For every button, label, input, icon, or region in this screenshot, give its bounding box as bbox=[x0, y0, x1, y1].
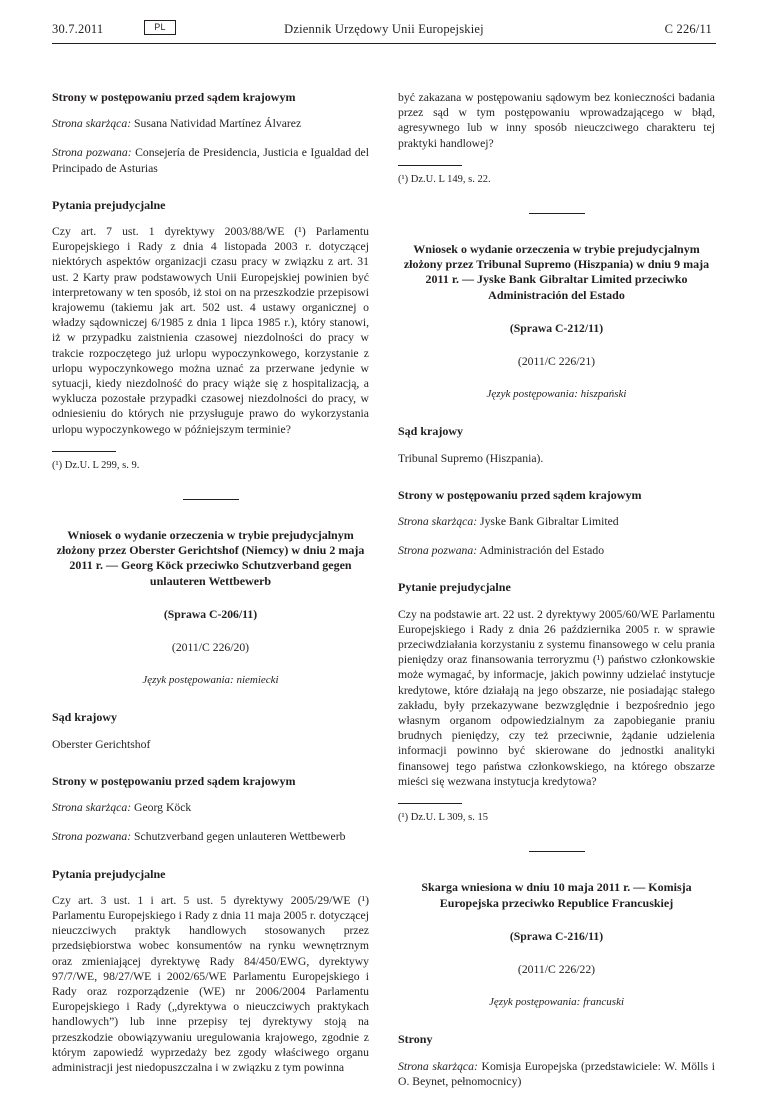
question-text: Czy art. 7 ust. 1 dyrektywy 2003/88/WE (¹) Parlamentu Europejskiego i Rady z dnia 4 listopada 2003 r. dotyczącej niektórych aspektów organizacji czasu pracy w związku z art. 31 ust. 2 Karty praw podstawowych Unii Europejskiej powinien być interpretowany w ten sposób, iż stoi on na przeszkodzie przepisowi krajowemu (takiemu jak art. 502 ust. 4 ustawy organicznej o władzy sądowniczej 6/1985 z dnia 1 lipca 1985 r.), który stanowi, iż w przypadku zaistnienia czasowej niezdolności do pracy w trakcie rozpoczętego już urlopu wypoczynkowego, korzystanie z urlopu wypoczynkowego można uznać za przerwane jedynie w sytuacji, kiedy niezdolność do pracy wiąże się z hospitalizacją, a wyklucza pozostałe przypadki czasowej niezdolności do pracy, w odniesieniu do których nie przysługuje prawo do wykorzystania urlopu wypoczynkowego w późniejszym terminie? bbox=[52, 225, 369, 436]
case-title: Skarga wniesiona w dniu 10 maja 2011 r. — Komisja Europejska przeciwko Republice Francuskiej bbox=[421, 880, 692, 910]
question-text: Czy na podstawie art. 22 ust. 2 dyrektywy 2005/60/WE Parlamentu Europejskiego i Rady z dnia 26 października 2005 r. w sprawie przeciwdziałania korzystaniu z systemu finansowego w celu prania pieniędzy oraz finansowania terroryzmu (¹) państwo członkowskie może wymagać, by informacje, jakich powinny udzielać instytucje kredytowe, które działają na jego obszarze, nie posiadając stałego zakładu, były przekazywane bezwzględnie i bezpośrednio jego własnym organom odpowiedzialnym za zapobieganie praniu brudnych pieniędzy, czy też przeciwnie, żądanie udzielenia informacji powinno być skierowane do jednostki analityki finansowej tego państwa członkowskiego, na którego obszarze mieści się wezwana instytucja kredytowa? bbox=[398, 607, 715, 788]
case-title: Wniosek o wydanie orzeczenia w trybie prejudycjalnym złożony przez Tribunal Supremo (Hiszpania) w dniu 9 maja 2011 r. — Jyske Bank Gibraltar Limited przeciwko Administración del Estado bbox=[403, 242, 710, 302]
page-number: C 226/11 bbox=[664, 22, 712, 36]
footnote-rule bbox=[398, 165, 462, 166]
footnote: (¹) Dz.U. L 309, s. 15 bbox=[398, 812, 488, 824]
section-heading: Pytania prejudycjalne bbox=[52, 866, 166, 881]
claimant-value: Susana Natividad Martínez Álvarez bbox=[134, 117, 302, 131]
case-reference: (2011/C 226/21) bbox=[517, 355, 596, 369]
question-continuation: być zakazana w postępowaniu sądowym bez konieczności badania przez sąd w tym postępowaniu wprowadzającego w błąd, agresywnego lub w inny sposób nieuczciwego charakteru tej praktyki handlowej? bbox=[398, 91, 715, 150]
section-heading: Strony w postępowaniu przed sądem krajowym bbox=[52, 90, 296, 104]
claimant-label: Strona skarżąca: bbox=[398, 515, 478, 529]
right-column bbox=[398, 90, 715, 1103]
defendant-label: Strona pozwana: bbox=[52, 830, 132, 844]
case-number: (Sprawa C-206/11) bbox=[163, 607, 258, 621]
defendant bbox=[52, 829, 369, 844]
section-heading: Sąd krajowy bbox=[398, 424, 464, 439]
section-heading: Sąd krajowy bbox=[52, 710, 118, 725]
procedure-language: Język postępowania: francuski bbox=[488, 996, 625, 1009]
claimant-value: Komisja Europejska (przedstawiciele: W. Mölls i O. Beynet, pełnomocnicy) bbox=[398, 1059, 716, 1088]
claimant bbox=[398, 1059, 715, 1089]
case-reference: (2011/C 226/22) bbox=[517, 962, 596, 976]
claimant-label: Strona skarżąca: bbox=[52, 801, 132, 815]
section-separator bbox=[529, 851, 585, 852]
claimant-value: Georg Köck bbox=[134, 801, 192, 815]
defendant bbox=[52, 145, 369, 175]
case-reference: (2011/C 226/20) bbox=[171, 641, 250, 655]
procedure-language: Język postępowania: hiszpański bbox=[486, 388, 627, 401]
section-separator bbox=[183, 499, 239, 500]
question-text: Czy art. 3 ust. 1 i art. 5 ust. 5 dyrektywy 2005/29/WE (¹) Parlamentu Europejskiego i Rady z dnia 11 maja 2005 r. dotyczącej nieuczciwych praktyk handlowych stosowanych przez przedsiębiorstwa wobec konsumentów na rynku wewnętrznym oraz zmieniającej dyrektywę Rady 84/450/EWG, dyrektywy 97/7/WE, 98/27/WE i 2002/65/WE Parlamentu Europejskiego i Rady oraz rozporządzenie (WE) nr 2006/2004 Parlamentu Europejskiego i Rady („dyrektywa o nieuczciwych praktykach handlowych”) lub inne przepisy tej dyrektywy stoją na przeszkodzie obowiązywaniu uregulowania krajowego, zgodnie z którym zapowiedź wyprzedaży bez zgody właściwego organu administracji jest niedopuszczalna i w związku z tym powinna bbox=[52, 893, 369, 1074]
case-title: Wniosek o wydanie orzeczenia w trybie prejudycjalnym złożony przez Oberster Gerichtshof (Niemcy) w dniu 2 maja 2011 r. — Georg Köck przeciwko Schutzverband gegen unlauteren Wettbewerb bbox=[56, 528, 365, 588]
footnote: (¹) Dz.U. L 149, s. 22. bbox=[398, 173, 491, 185]
claimant-label: Strona skarżąca: bbox=[398, 1059, 478, 1073]
journal-title: Dziennik Urzędowy Unii Europejskiej bbox=[284, 22, 484, 36]
defendant-label: Strona pozwana: bbox=[52, 146, 132, 160]
defendant bbox=[398, 543, 715, 558]
defendant-label: Strona pozwana: bbox=[398, 544, 478, 558]
header-date: 30.7.2011 bbox=[52, 22, 104, 36]
footnote-rule bbox=[52, 451, 116, 452]
header-rule bbox=[52, 43, 716, 44]
left-column bbox=[52, 90, 369, 1075]
claimant bbox=[398, 514, 715, 529]
language-badge: PL bbox=[144, 20, 176, 35]
defendant-value: Administración del Estado bbox=[479, 544, 605, 558]
section-separator bbox=[529, 213, 585, 214]
case-number: (Sprawa C-212/11) bbox=[509, 321, 604, 335]
section-heading: Pytania prejudycjalne bbox=[52, 197, 166, 212]
claimant bbox=[52, 800, 369, 815]
claimant-value: Jyske Bank Gibraltar Limited bbox=[480, 515, 619, 529]
section-heading: Pytanie prejudycjalne bbox=[398, 580, 511, 595]
section-heading: Strony w postępowaniu przed sądem krajowym bbox=[398, 487, 642, 502]
footnote-rule bbox=[398, 803, 462, 804]
section-heading: Strony w postępowaniu przed sądem krajowym bbox=[52, 773, 296, 788]
claimant bbox=[52, 116, 369, 131]
procedure-language: Język postępowania: niemiecki bbox=[142, 674, 279, 687]
court-name: Oberster Gerichtshof bbox=[52, 737, 151, 751]
case-number: (Sprawa C-216/11) bbox=[509, 929, 604, 943]
defendant-value: Schutzverband gegen unlauteren Wettbewerb bbox=[134, 830, 346, 844]
section-heading: Strony bbox=[398, 1032, 433, 1047]
defendant-value: Consejería de Presidencia, Justicia e Igualdad del Principado de Asturias bbox=[52, 146, 369, 175]
claimant-label: Strona skarżąca: bbox=[52, 117, 132, 131]
court-name: Tribunal Supremo (Hiszpania). bbox=[398, 451, 544, 465]
footnote: (¹) Dz.U. L 299, s. 9. bbox=[52, 459, 140, 471]
